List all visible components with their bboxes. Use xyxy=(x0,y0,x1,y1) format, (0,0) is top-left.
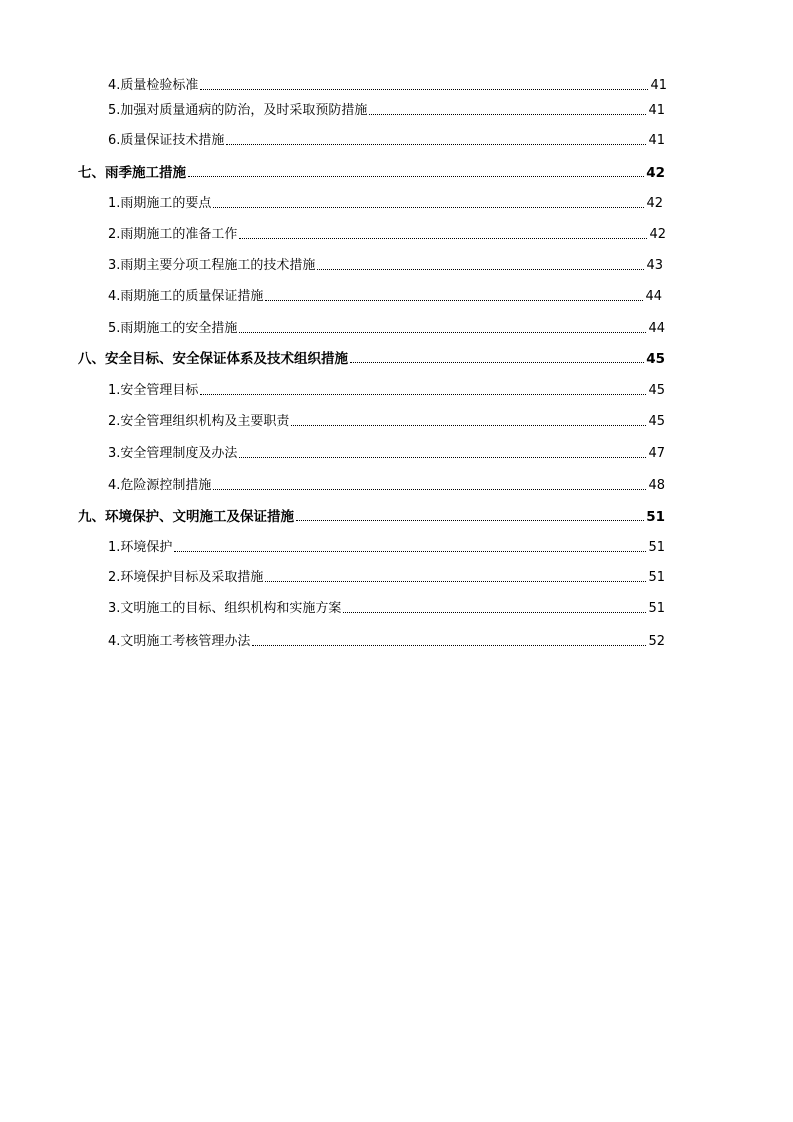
toc-dot-leader xyxy=(265,300,643,301)
toc-entry-page: 51 xyxy=(648,601,665,616)
toc-entry-page: 44 xyxy=(645,289,662,304)
toc-entry-title: 七、雨季施工措施 xyxy=(78,165,186,181)
toc-dot-leader xyxy=(200,394,646,395)
toc-entry-page: 42 xyxy=(646,196,663,211)
toc-entry-page: 45 xyxy=(646,351,665,367)
toc-dot-leader xyxy=(343,612,646,613)
toc-entry-page: 41 xyxy=(648,133,665,148)
toc-entry-title: 5.加强对质量通病的防治，及时采取预防措施 xyxy=(108,103,368,118)
toc-entry-title: 2.安全管理组织机构及主要职责 xyxy=(108,414,290,429)
toc-entry[interactable] xyxy=(108,255,663,275)
toc-entry-page: 42 xyxy=(646,165,665,181)
toc-entry-page: 48 xyxy=(648,478,665,493)
toc-entry-title: 3.雨期主要分项工程施工的技术措施 xyxy=(108,258,316,273)
toc-dot-leader xyxy=(291,425,646,426)
toc-dot-leader xyxy=(239,238,647,239)
toc-dot-leader xyxy=(213,489,646,490)
toc-dot-leader xyxy=(188,176,644,177)
toc-entry-title: 3.文明施工的目标、组织机构和实施方案 xyxy=(108,601,342,616)
toc-dot-leader xyxy=(226,144,646,145)
toc-entry[interactable] xyxy=(108,631,665,651)
toc-entry-page: 41 xyxy=(648,103,665,118)
toc-entry-title: 九、环境保护、文明施工及保证措施 xyxy=(78,509,294,525)
toc-section-entry[interactable] xyxy=(78,506,665,526)
toc-entry-title: 4.雨期施工的质量保证措施 xyxy=(108,289,264,304)
toc-entry[interactable] xyxy=(108,286,662,306)
toc-entry-title: 4.危险源控制措施 xyxy=(108,478,212,493)
toc-entry-title: 2.环境保护目标及采取措施 xyxy=(108,570,264,585)
toc-entry-title: 2.雨期施工的准备工作 xyxy=(108,227,238,242)
toc-entry-page: 51 xyxy=(648,570,665,585)
toc-entry-page: 52 xyxy=(648,634,665,649)
toc-dot-leader xyxy=(350,362,644,363)
toc-entry[interactable] xyxy=(108,224,666,244)
toc-entry[interactable] xyxy=(108,411,665,431)
toc-entry-page: 45 xyxy=(648,414,665,429)
toc-entry-title: 5.雨期施工的安全措施 xyxy=(108,321,238,336)
toc-entry[interactable] xyxy=(108,567,665,587)
toc-entry-title: 1.安全管理目标 xyxy=(108,383,199,398)
toc-entry[interactable] xyxy=(108,318,665,338)
toc-entry[interactable] xyxy=(108,475,665,495)
toc-section-entry[interactable] xyxy=(78,162,665,182)
toc-entry[interactable] xyxy=(108,75,667,95)
toc-entry[interactable] xyxy=(108,193,663,213)
toc-entry-title: 1.环境保护 xyxy=(108,540,173,555)
toc-entry-page: 41 xyxy=(650,78,667,93)
toc-section-entry[interactable] xyxy=(78,348,665,368)
toc-dot-leader xyxy=(200,89,648,90)
toc-dot-leader xyxy=(317,269,644,270)
toc-entry[interactable] xyxy=(108,443,665,463)
toc-dot-leader xyxy=(296,520,644,521)
toc-entry-page: 47 xyxy=(648,446,665,461)
toc-dot-leader xyxy=(265,581,646,582)
toc-dot-leader xyxy=(369,114,646,115)
toc-entry-page: 43 xyxy=(646,258,663,273)
toc-entry-page: 42 xyxy=(649,227,666,242)
toc-entry[interactable] xyxy=(108,100,665,120)
toc-entry-page: 51 xyxy=(646,509,665,525)
toc-entry-page: 45 xyxy=(648,383,665,398)
toc-entry[interactable] xyxy=(108,130,665,150)
toc-entry-title: 6.质量保证技术措施 xyxy=(108,133,225,148)
toc-entry-title: 4.文明施工考核管理办法 xyxy=(108,634,251,649)
toc-entry-title: 八、安全目标、安全保证体系及技术组织措施 xyxy=(78,351,348,367)
toc-entry[interactable] xyxy=(108,380,665,400)
toc-dot-leader xyxy=(252,645,646,646)
toc-dot-leader xyxy=(239,332,646,333)
toc-entry[interactable] xyxy=(108,537,665,557)
toc-entry-title: 1.雨期施工的要点 xyxy=(108,196,212,211)
toc-entry-title: 3.安全管理制度及办法 xyxy=(108,446,238,461)
toc-entry[interactable] xyxy=(108,598,665,618)
toc-dot-leader xyxy=(239,457,646,458)
toc-entry-title: 4.质量检验标准 xyxy=(108,78,199,93)
toc-entry-page: 51 xyxy=(648,540,665,555)
toc-dot-leader xyxy=(174,551,646,552)
toc-dot-leader xyxy=(213,207,644,208)
toc-entry-page: 44 xyxy=(648,321,665,336)
